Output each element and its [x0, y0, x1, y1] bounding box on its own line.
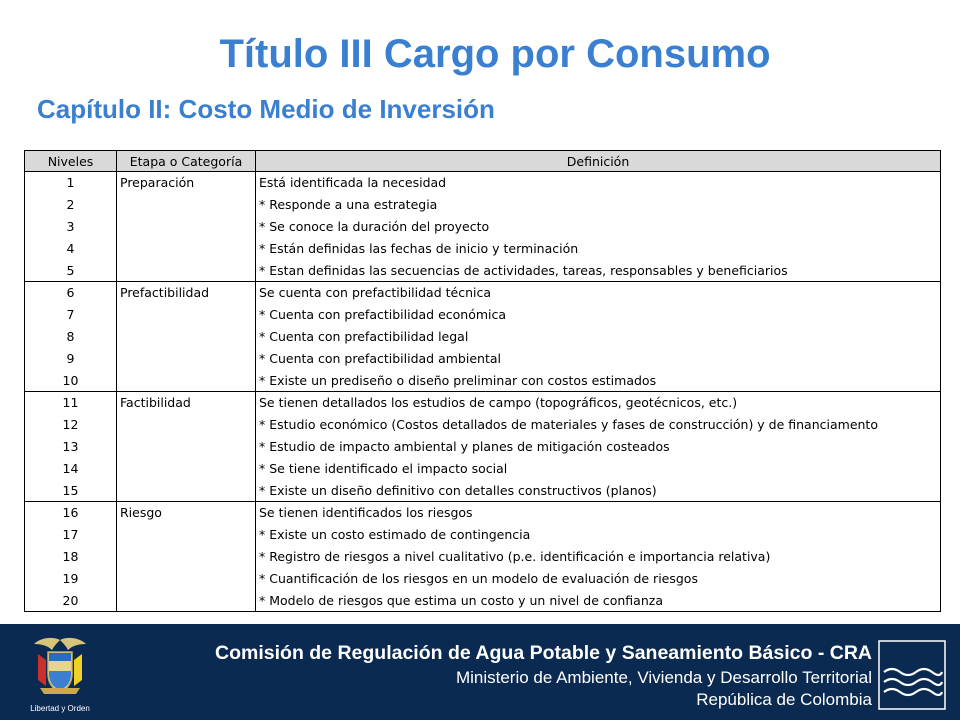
stage-cell: Factibilidad	[117, 391, 256, 413]
level-cell: 5	[25, 259, 117, 281]
level-cell: 3	[25, 216, 117, 238]
definition-cell: * Existe un costo estimado de contingencia	[256, 524, 941, 546]
crest-motto: Libertad y Orden	[30, 704, 90, 713]
table-row	[25, 479, 941, 501]
stage-cell	[117, 259, 256, 281]
level-cell: 1	[25, 172, 117, 194]
definition-cell: * Modelo de riesgos que estima un costo y un nivel de confianza	[256, 589, 941, 611]
stage-cell: Prefactibilidad	[117, 281, 256, 303]
level-cell: 19	[25, 567, 117, 589]
table-row	[25, 194, 941, 216]
stage-cell	[117, 589, 256, 611]
definition-cell: * Existe un prediseño o diseño preliminar con costos estimados	[256, 369, 941, 391]
stage-cell	[117, 546, 256, 568]
stage-cell: Preparación	[117, 172, 256, 194]
level-cell: 20	[25, 589, 117, 611]
republic-name: República de Colombia	[696, 690, 872, 709]
definition-cell: Está identificada la necesidad	[256, 172, 941, 194]
table-row	[25, 281, 941, 303]
level-cell: 11	[25, 391, 117, 413]
definition-cell: Se cuenta con prefactibilidad técnica	[256, 281, 941, 303]
stage-cell	[117, 414, 256, 436]
definition-cell: * Cuantificación de los riesgos en un modelo de evaluación de riesgos	[256, 567, 941, 589]
table-row	[25, 259, 941, 281]
stage-cell	[117, 479, 256, 501]
level-cell: 10	[25, 369, 117, 391]
table-body	[25, 172, 941, 612]
definition-cell: * Estudio de impacto ambiental y planes de mitigación costeados	[256, 436, 941, 458]
stage-cell	[117, 369, 256, 391]
ministry-name: Ministerio de Ambiente, Vivienda y Desarrollo Territorial	[455, 668, 872, 687]
table-header-row	[25, 151, 941, 172]
levels-table	[24, 150, 941, 612]
stage-cell	[117, 326, 256, 348]
stage-cell	[117, 347, 256, 369]
stage-cell	[117, 237, 256, 259]
level-cell: 17	[25, 524, 117, 546]
table-row	[25, 546, 941, 568]
table-row	[25, 391, 941, 413]
table-row	[25, 369, 941, 391]
stage-cell	[117, 457, 256, 479]
level-cell: 15	[25, 479, 117, 501]
definition-cell: * Cuenta con prefactibilidad económica	[256, 304, 941, 326]
column-header-stage: Etapa o Categoría	[117, 151, 256, 172]
table-row	[25, 172, 941, 194]
table-row	[25, 326, 941, 348]
level-cell: 9	[25, 347, 117, 369]
definition-cell: * Se conoce la duración del proyecto	[256, 216, 941, 238]
table-row	[25, 237, 941, 259]
definition-cell: * Se tiene identificado el impacto social	[256, 457, 941, 479]
table-row	[25, 414, 941, 436]
level-cell: 6	[25, 281, 117, 303]
stage-cell	[117, 304, 256, 326]
organization-name: Comisión de Regulación de Agua Potable y Saneamiento Básico - CRA	[215, 642, 872, 664]
level-cell: 2	[25, 194, 117, 216]
definition-cell: Se tienen detallados los estudios de campo (topográficos, geotécnicos, etc.)	[256, 391, 941, 413]
stage-cell	[117, 216, 256, 238]
table-row	[25, 304, 941, 326]
table-row	[25, 501, 941, 523]
definition-cell: * Cuenta con prefactibilidad legal	[256, 326, 941, 348]
definition-cell: Se tienen identificados los riesgos	[256, 501, 941, 523]
footer-band	[0, 624, 960, 720]
level-cell: 13	[25, 436, 117, 458]
definition-cell: * Registro de riesgos a nivel cualitativo (p.e. identificación e importancia relativa)	[256, 546, 941, 568]
definition-cell: * Estan definidas las secuencias de actividades, tareas, responsables y beneficiarios	[256, 259, 941, 281]
definition-cell: * Estudio económico (Costos detallados de materiales y fases de construcción) y de financiamento	[256, 414, 941, 436]
level-cell: 16	[25, 501, 117, 523]
stage-cell	[117, 194, 256, 216]
table-row	[25, 567, 941, 589]
table-row	[25, 457, 941, 479]
stage-cell	[117, 567, 256, 589]
column-header-definition: Definición	[256, 151, 941, 172]
slide-subtitle: Capítulo II: Costo Medio de Inversión	[37, 94, 495, 124]
stage-cell	[117, 436, 256, 458]
definition-cell: * Cuenta con prefactibilidad ambiental	[256, 347, 941, 369]
cra-waves-logo-icon	[878, 640, 946, 710]
definition-cell: * Responde a una estrategia	[256, 194, 941, 216]
level-cell: 14	[25, 457, 117, 479]
table-row	[25, 216, 941, 238]
table-row	[25, 524, 941, 546]
table-row	[25, 436, 941, 458]
level-cell: 7	[25, 304, 117, 326]
level-cell: 12	[25, 414, 117, 436]
table-row	[25, 589, 941, 611]
slide-title: Título III Cargo por Consumo	[219, 32, 771, 76]
column-header-levels: Niveles	[25, 151, 117, 172]
level-cell: 4	[25, 237, 117, 259]
definition-cell: * Existe un diseño definitivo con detalles constructivos (planos)	[256, 479, 941, 501]
table-row	[25, 347, 941, 369]
coat-of-arms-icon	[28, 634, 92, 714]
stage-cell: Riesgo	[117, 501, 256, 523]
definition-cell: * Están definidas las fechas de inicio y terminación	[256, 237, 941, 259]
stage-cell	[117, 524, 256, 546]
level-cell: 18	[25, 546, 117, 568]
level-cell: 8	[25, 326, 117, 348]
